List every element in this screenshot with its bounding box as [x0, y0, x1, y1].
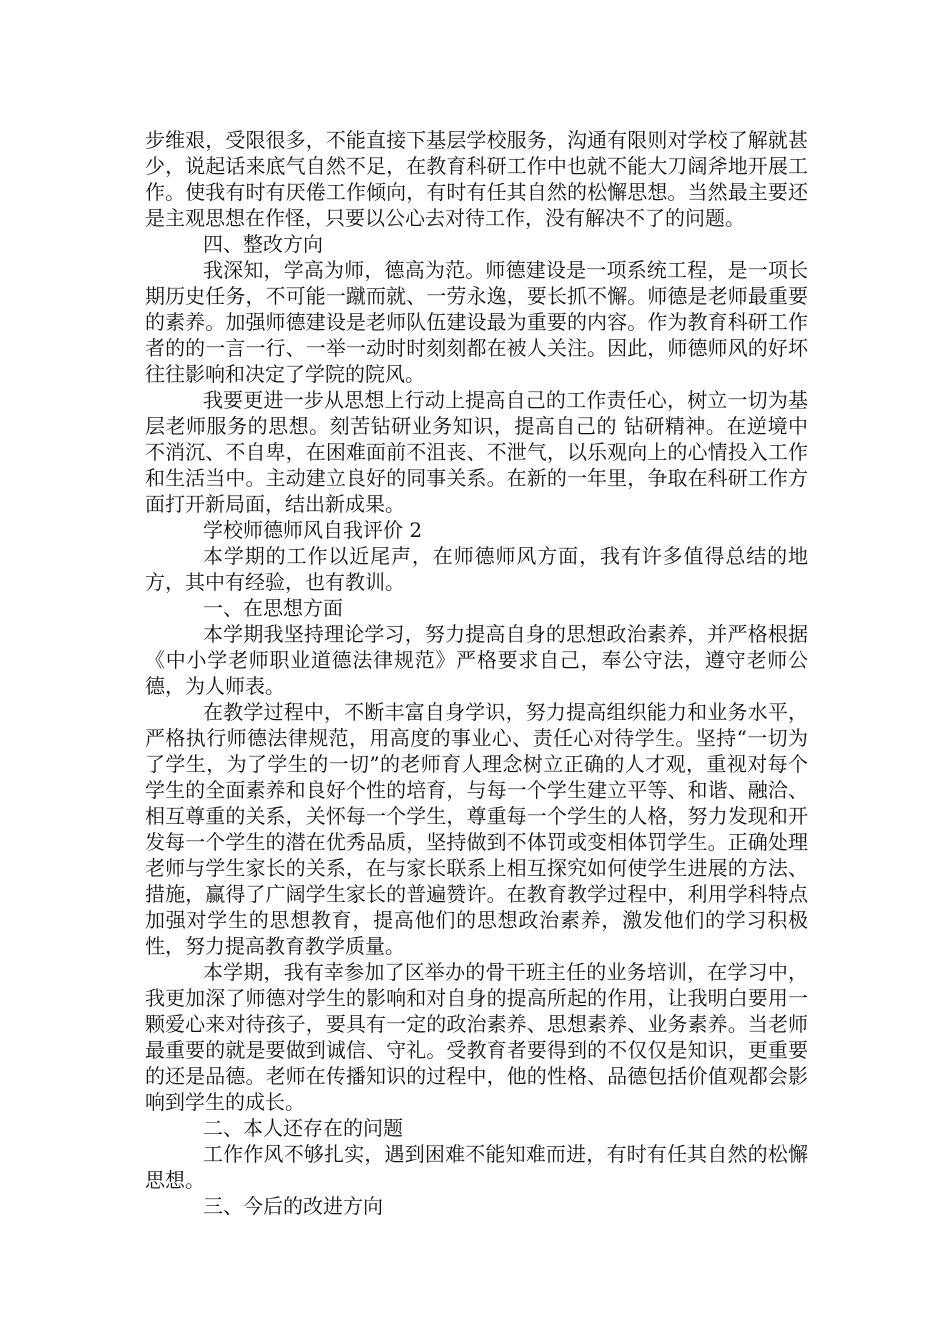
- paragraph-teaching-process: 在教学过程中，不断丰富自身学识，努力提高组织能力和业务水平，严格执行师德法律规范，用高度的事业心、责任心对待学生。坚持“一切为了学生，为了学生的一切”的老师育人理念树立正确的人才观，重视对每个学生的全面素养和良好个性的培育，与每一个学生建立平等、和谐、融洽、相互尊重的关系，关怀每一个学生，尊重每一个学生的人格，努力发现和开发每一个学生的潜在优秀品质，坚持做到不体罚或变相体罚学生。正确处理老师与学生家长的关系，在与家长联系上相互探究如何使学生进展的方法、措施，赢得了广阔学生家长的普遍赞许。在教育教学过程中，利用学科特点加强对学生的思想教育，提高他们的思想政治素养，激发他们的学习积极性，努力提高教育教学质量。: [145, 700, 808, 958]
- document-subtitle: 学校师德师风自我评价 2: [203, 518, 423, 542]
- section-heading-thought: 一、在思想方面: [203, 596, 343, 620]
- section-heading-rectification: 四、整改方向: [203, 232, 323, 256]
- paragraph-responsibility: 我要更进一步从思想上行动上提高自己的工作责任心，树立一切为基层老师服务的思想。刻苦钻研业务知识，提高自己的 钻研精神。在逆境中不消沉、不自卑，在困难面前不沮丧、不泄气，以乐观向上的心情投入工作和生活当中。主动建立良好的同事关系。在新的一年里，争取在科研工作方面打开新局面，结出新成果。: [145, 388, 808, 516]
- paragraph-teacher-ethics: 我深知，学高为师，德高为范。师德建设是一项系统工程，是一项长期历史任务，不可能一蹴而就、一劳永逸，要长抓不懈。师德是老师最重要的素养。加强师德建设是老师队伍建设最为重要的内容。作为教育科研工作者的的一言一行、一举一动时时刻刻都在被人关注。因此，师德师风的好坏往往影响和决定了学院的院风。: [145, 258, 808, 386]
- paragraph-theory-study: 本学期我坚持理论学习，努力提高自身的思想政治素养，并严格根据《中小学老师职业道德法律规范》严格要求自己，奉公守法，遵守老师公德，为人师表。: [145, 622, 808, 698]
- paragraph-training: 本学期，我有幸参加了区举办的骨干班主任的业务培训，在学习中，我更加深了师德对学生的影响和对自身的提高所起的作用，让我明白要用一颗爱心来对待孩子，要具有一定的政治素养、思想素养、业务素养。当老师最重要的就是要做到诚信、守礼。受教育者要得到的不仅仅是知识，更重要的还是品德。老师在传播知识的过程中，他的性格、品德包括价值观都会影响到学生的成长。: [145, 960, 808, 1114]
- paragraph-problems: 工作作风不够扎实，遇到困难不能知难而进，有时有任其自然的松懈思想。: [145, 1142, 808, 1192]
- section-heading-improvement: 三、今后的改进方向: [203, 1194, 383, 1218]
- paragraph-continuation: 步维艰，受限很多，不能直接下基层学校服务，沟通有限则对学校了解就甚少，说起话来底气自然不足，在教育科研工作中也就不能大刀阔斧地开展工作。使我有时有厌倦工作倾向，有时有任其自然的松懈思想。当然最主要还是主观思想在作怪，只要以公心去对待工作，没有解决不了的问题。: [145, 128, 808, 230]
- document-body: [145, 127, 808, 1219]
- paragraph-intro: 本学期的工作以近尾声，在师德师风方面，我有许多值得总结的地方，其中有经验，也有教训。: [145, 544, 808, 594]
- section-heading-problems: 二、本人还存在的问题: [203, 1116, 403, 1140]
